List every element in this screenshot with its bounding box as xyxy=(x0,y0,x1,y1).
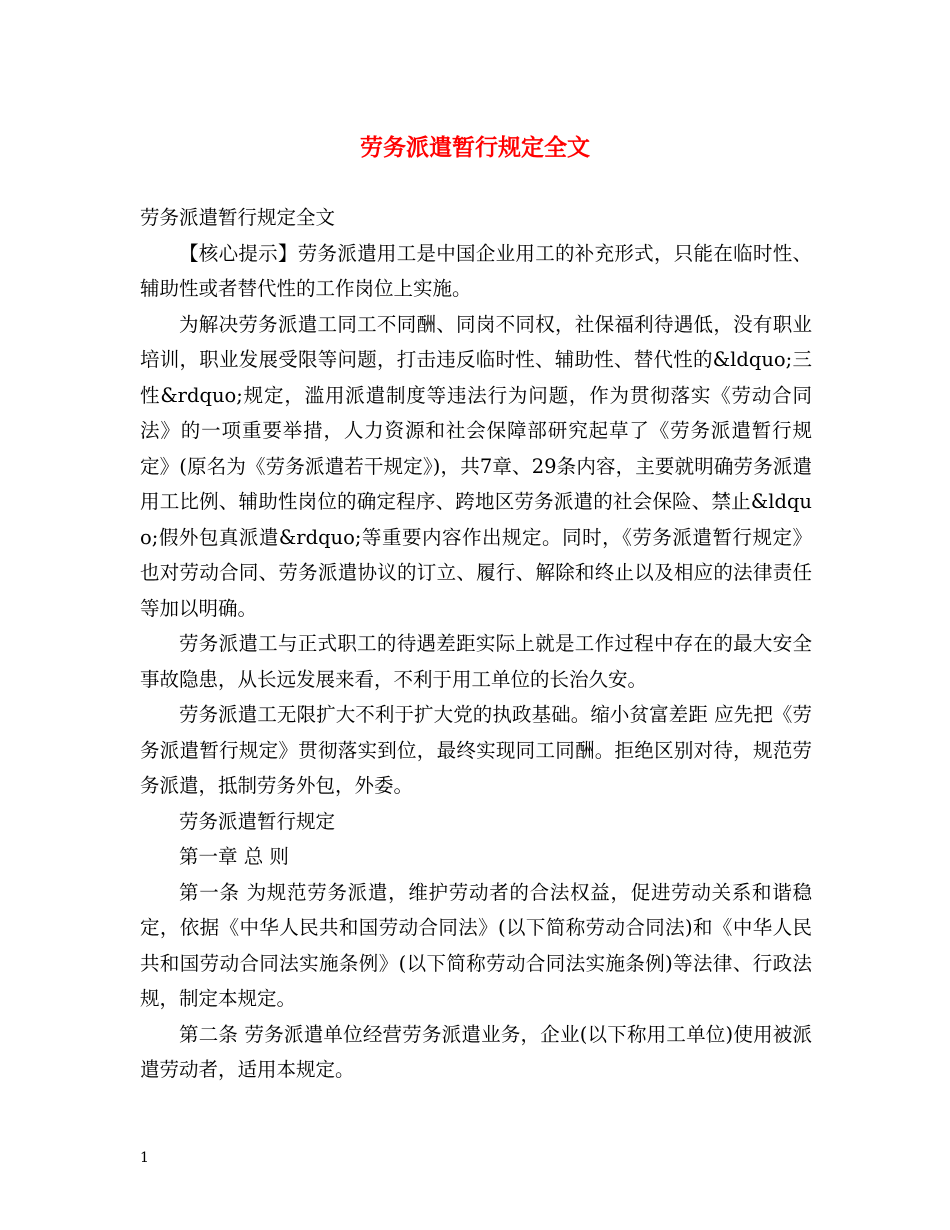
doc-subtitle: 劳务派遣暂行规定全文 xyxy=(140,206,336,229)
article-2-paragraph: 第二条 劳务派遣单位经营劳务派遣业务，企业(以下称用工单位)使用被派遣劳动者，适用本规定。 xyxy=(140,1022,812,1081)
expansion-paragraph: 劳务派遣工无限扩大不利于扩大党的执政基础。缩小贫富差距 应先把《劳务派遣暂行规定》贯彻落实到位，最终实现同工同酬。拒绝区别对待，规范劳务派遣，抵制劳务外包，外委。 xyxy=(140,703,812,797)
page-title: 劳务派遣暂行规定全文 xyxy=(360,134,590,161)
article-1-paragraph: 第一条 为规范劳务派遣，维护劳动者的合法权益，促进劳动关系和谐稳定，依据《中华人民共和国劳动合同法》(以下简称劳动合同法)和《中华人民共和国劳动合同法实施条例》(以下简称劳动合同法实施条例)等法律、行政法规，制定本规定。 xyxy=(140,880,812,1010)
chapter-heading: 第一章 总 则 xyxy=(179,845,289,868)
treatment-gap-paragraph: 劳务派遣工与正式职工的待遇差距实际上就是工作过程中存在的最大安全事故隐患，从长远发展来看，不利于用工单位的长治久安。 xyxy=(140,632,812,691)
core-tip-paragraph: 【核心提示】劳务派遣用工是中国企业用工的补充形式，只能在临时性、辅助性或者替代性的工作岗位上实施。 xyxy=(140,241,812,300)
background-paragraph: 为解决劳务派遣工同工不同酬、同岗不同权，社保福利待遇低，没有职业培训，职业发展受限等问题，打击违反临时性、辅助性、替代性的&ldquo;三性&rdquo;规定，滥用派遣制度等违法行为问题，作为贯彻落实《劳动合同法》的一项重要举措，人力资源和社会保障部研究起草了《劳务派遣暂行规定》(原名为《劳务派遣若干规定》)，共7章、29条内容，主要就明确劳务派遣用工比例、辅助性岗位的确定程序、跨地区劳务派遣的社会保险、禁止&ldquo;假外包真派遣&rdquo;等重要内容作出规定。同时，《劳务派遣暂行规定》也对劳动合同、劳务派遣协议的订立、履行、解除和终止以及相应的法律责任等加以明确。 xyxy=(140,312,812,620)
document-body xyxy=(140,200,812,1088)
page-number: 1 xyxy=(140,1150,149,1166)
regulation-heading: 劳务派遣暂行规定 xyxy=(179,809,336,833)
